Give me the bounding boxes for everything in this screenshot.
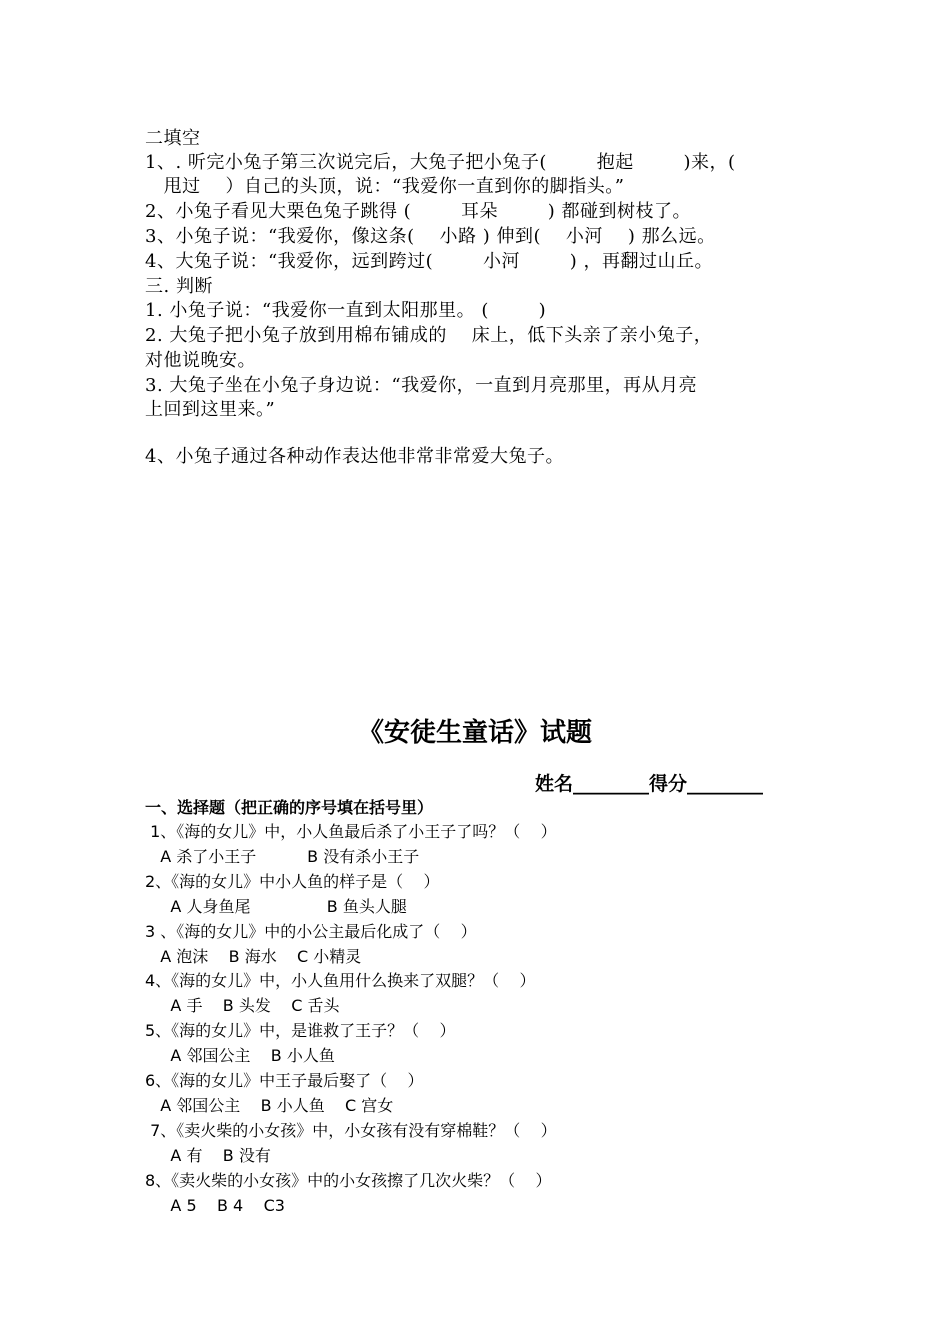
- question-4-options: A 手 B 头发 C 舌头: [145, 996, 340, 1015]
- judge-question-2-line-1: 2. 大兔子把小兔子放到用棉布铺成的 床上，低下头亲了亲小兔子，: [145, 325, 713, 346]
- question-6: 6、《海的女儿》中王子最后娶了（ ）: [145, 1071, 424, 1090]
- question-3-options: A 泡沫 B 海水 C 小精灵: [145, 947, 362, 966]
- question-4: 4、《海的女儿》中，小人鱼用什么换来了双腿？（ ）: [145, 971, 536, 990]
- judge-heading: 三. 判断: [145, 276, 213, 297]
- question-5-options: A 邻国公主 B 小人鱼: [145, 1046, 335, 1065]
- question-8-options: A 5 B 4 C3: [145, 1196, 285, 1215]
- question-5: 5、《海的女儿》中，是谁救了王子？（ ）: [145, 1021, 456, 1040]
- fill-question-1-line-2: 甩过 ）自己的头顶，说：“我爱你一直到你的脚指头。”: [145, 176, 625, 197]
- fill-question-2: 2、小兔子看见大栗色兔子跳得 ( 耳朵 ) 都碰到树枝了。: [145, 201, 691, 222]
- section-1-heading: 一、选择题（把正确的序号填在括号里）: [145, 798, 434, 817]
- question-8: 8、《卖火柴的小女孩》中的小女孩擦了几次火柴？（ ）: [145, 1171, 552, 1190]
- judge-question-3-line-2: 上回到这里来。”: [145, 399, 276, 420]
- fill-question-3: 3、小兔子说：“我爱你，像这条( 小路 ) 伸到( 小河 ) 那么远。: [145, 226, 716, 247]
- judge-question-1: 1. 小兔子说：“我爱你一直到太阳那里。 ( ): [145, 300, 547, 321]
- question-1-options: A 杀了小王子 B 没有杀小王子: [145, 847, 420, 866]
- question-2-options: A 人身鱼尾 B 鱼头人腿: [145, 897, 407, 916]
- fill-question-4: 4、大兔子说：“我爱你，远到跨过( 小河 ) ，再翻过山丘。: [145, 251, 713, 272]
- question-6-options: A 邻国公主 B 小人鱼 C 宫女: [145, 1096, 394, 1115]
- name-score-line: 姓名________得分________: [535, 773, 764, 795]
- fill-question-1-line-1: 1、. 听完小兔子第三次说完后，大兔子把小兔子( 抱起 )来，(: [145, 152, 736, 173]
- question-2: 2、《海的女儿》中小人鱼的样子是（ ）: [145, 872, 440, 891]
- judge-question-4: 4、小兔子通过各种动作表达他非常非常爱大兔子。: [145, 446, 564, 467]
- fill-heading: 二填空: [145, 128, 201, 149]
- question-7-options: A 有 B 没有: [145, 1146, 271, 1165]
- question-7: 7、《卖火柴的小女孩》中，小女孩有没有穿棉鞋？（ ）: [145, 1121, 557, 1140]
- judge-question-2-line-2: 对他说晚安。: [145, 350, 256, 371]
- question-1: 1、《海的女儿》中，小人鱼最后杀了小王子了吗？（ ）: [145, 822, 557, 841]
- exam-title: 《安徒生童话》试题: [357, 718, 592, 748]
- question-3: 3 、《海的女儿》中的小公主最后化成了（ ）: [145, 922, 477, 941]
- judge-question-3-line-1: 3. 大兔子坐在小兔子身边说：“我爱你，一直到月亮那里，再从月亮: [145, 375, 698, 396]
